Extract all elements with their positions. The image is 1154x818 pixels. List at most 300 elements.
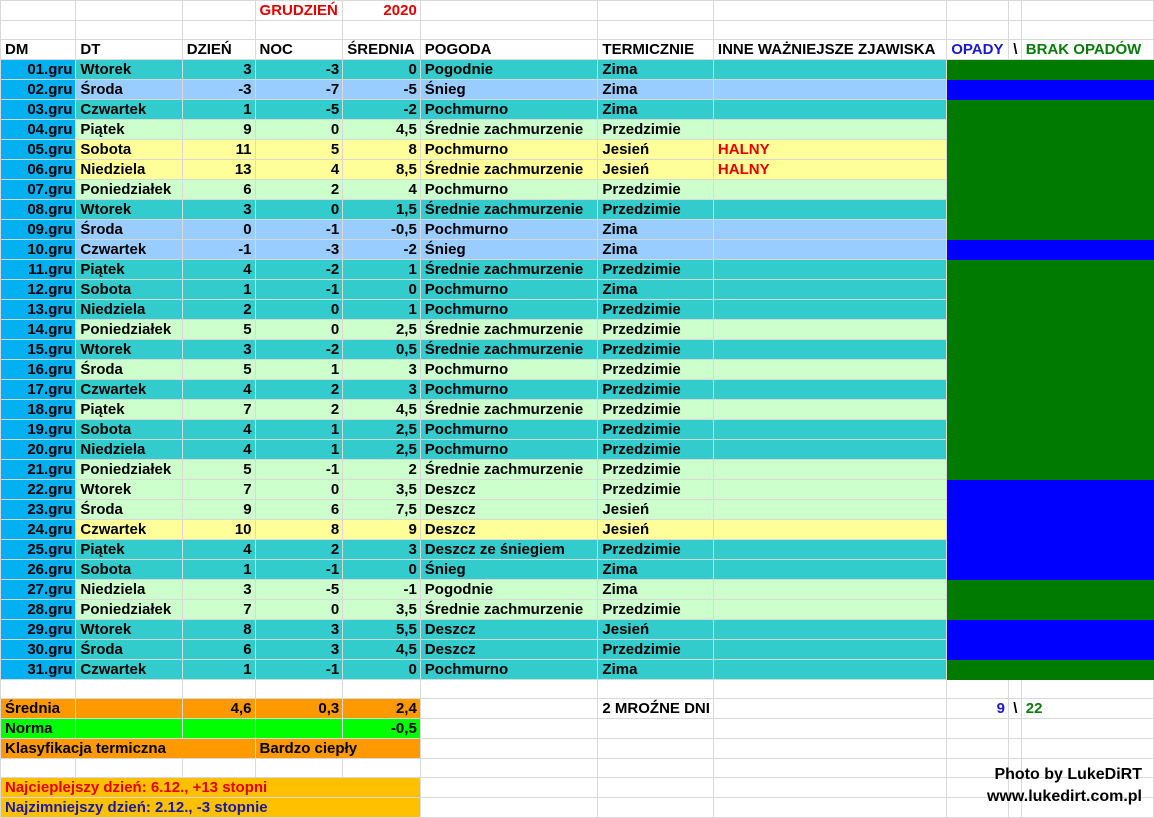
cell-night-temp[interactable]: 1 — [255, 440, 343, 460]
cell-day-temp[interactable]: 7 — [182, 600, 255, 620]
precip-indicator[interactable] — [1008, 380, 1021, 400]
cell-mean-temp[interactable]: 7,5 — [343, 500, 421, 520]
cell-mean-temp[interactable]: 0,5 — [343, 340, 421, 360]
cell-event[interactable] — [713, 200, 946, 220]
cell-date[interactable]: 16.gru — [1, 360, 76, 380]
cell-date[interactable]: 21.gru — [1, 460, 76, 480]
class-label[interactable]: Klasyfikacja termiczna — [1, 739, 256, 759]
cell-event[interactable] — [713, 440, 946, 460]
cell[interactable] — [598, 798, 714, 818]
cell-day-temp[interactable]: 6 — [182, 640, 255, 660]
col-header-dzien[interactable]: DZIEŃ — [182, 40, 255, 60]
cell[interactable] — [947, 739, 1009, 759]
precip-indicator[interactable] — [1008, 120, 1021, 140]
cell-night-temp[interactable]: -2 — [255, 260, 343, 280]
precip-indicator[interactable] — [1008, 260, 1021, 280]
precip-indicator[interactable] — [1008, 660, 1021, 680]
cell-weekday[interactable]: Czwartek — [76, 520, 182, 540]
precip-indicator[interactable] — [1021, 280, 1153, 300]
cell-weather[interactable]: Pochmurno — [420, 280, 598, 300]
cell[interactable] — [255, 759, 343, 778]
precip-indicator[interactable] — [1021, 600, 1153, 620]
cell-day-temp[interactable]: 7 — [182, 400, 255, 420]
cell-weather[interactable]: Średnie zachmurzenie — [420, 460, 598, 480]
cell-night-temp[interactable]: 0 — [255, 480, 343, 500]
cell-weekday[interactable]: Środa — [76, 360, 182, 380]
cell-date[interactable]: 13.gru — [1, 300, 76, 320]
cell[interactable] — [76, 1, 182, 21]
precip-indicator[interactable] — [947, 460, 1009, 480]
cell-mean-temp[interactable]: 4,5 — [343, 640, 421, 660]
cell-weekday[interactable]: Środa — [76, 640, 182, 660]
cell-day-temp[interactable]: 10 — [182, 520, 255, 540]
cell-mean-temp[interactable]: -5 — [343, 80, 421, 100]
cell-weekday[interactable]: Poniedziałek — [76, 180, 182, 200]
cell-weather[interactable]: Deszcz — [420, 480, 598, 500]
cell[interactable] — [1008, 719, 1021, 739]
precip-indicator[interactable] — [947, 580, 1009, 600]
avg-label[interactable]: Średnia — [1, 699, 76, 719]
cell-mean-temp[interactable]: -1 — [343, 580, 421, 600]
cell-day-temp[interactable]: -3 — [182, 80, 255, 100]
cell[interactable] — [598, 1, 714, 21]
cell-date[interactable]: 11.gru — [1, 260, 76, 280]
cell-event[interactable] — [713, 660, 946, 680]
cell-event[interactable] — [713, 60, 946, 80]
cell[interactable] — [343, 680, 421, 699]
precip-indicator[interactable] — [1008, 640, 1021, 660]
cell-date[interactable]: 24.gru — [1, 520, 76, 540]
cell-event[interactable] — [713, 300, 946, 320]
precip-indicator[interactable] — [1021, 640, 1153, 660]
precip-indicator[interactable] — [1021, 180, 1153, 200]
cell-date[interactable]: 07.gru — [1, 180, 76, 200]
cell-date[interactable]: 28.gru — [1, 600, 76, 620]
cell-thermal[interactable]: Przedzimie — [598, 340, 714, 360]
cell-night-temp[interactable]: -5 — [255, 100, 343, 120]
cell-mean-temp[interactable]: 4 — [343, 180, 421, 200]
cell-day-temp[interactable]: 5 — [182, 460, 255, 480]
cell-date[interactable]: 03.gru — [1, 100, 76, 120]
cell[interactable] — [420, 21, 598, 40]
year-title[interactable]: 2020 — [343, 1, 421, 21]
precip-indicator[interactable] — [1021, 120, 1153, 140]
cell[interactable] — [76, 719, 182, 739]
cell-night-temp[interactable]: 5 — [255, 140, 343, 160]
cell-mean-temp[interactable]: 0 — [343, 60, 421, 80]
cell-thermal[interactable]: Przedzimie — [598, 360, 714, 380]
count-sep[interactable]: \ — [1008, 699, 1021, 719]
cell[interactable] — [343, 759, 421, 778]
precip-indicator[interactable] — [1008, 220, 1021, 240]
cell[interactable] — [255, 719, 343, 739]
precip-indicator[interactable] — [1021, 140, 1153, 160]
precip-indicator[interactable] — [947, 100, 1009, 120]
cell[interactable] — [76, 699, 182, 719]
cell[interactable] — [182, 21, 255, 40]
cell-weekday[interactable]: Czwartek — [76, 240, 182, 260]
precip-indicator[interactable] — [947, 160, 1009, 180]
precip-indicator[interactable] — [1008, 180, 1021, 200]
cell[interactable] — [1, 21, 76, 40]
cell-event[interactable] — [713, 460, 946, 480]
cell-thermal[interactable]: Przedzimie — [598, 380, 714, 400]
cell[interactable] — [713, 778, 946, 798]
cell-mean-temp[interactable]: 2,5 — [343, 320, 421, 340]
cell-night-temp[interactable]: 2 — [255, 380, 343, 400]
precip-indicator[interactable] — [947, 520, 1009, 540]
cell-weekday[interactable]: Czwartek — [76, 380, 182, 400]
cell-weather[interactable]: Deszcz — [420, 620, 598, 640]
norm-label[interactable]: Norma — [1, 719, 76, 739]
cell-day-temp[interactable]: 4 — [182, 380, 255, 400]
precip-indicator[interactable] — [1008, 460, 1021, 480]
precip-indicator[interactable] — [947, 420, 1009, 440]
cell-night-temp[interactable]: -5 — [255, 580, 343, 600]
col-header-dt[interactable]: DT — [76, 40, 182, 60]
precip-indicator[interactable] — [1008, 420, 1021, 440]
precip-indicator[interactable] — [947, 80, 1009, 100]
precip-indicator[interactable] — [1021, 200, 1153, 220]
cell[interactable] — [1008, 21, 1021, 40]
precip-indicator[interactable] — [947, 380, 1009, 400]
cell-mean-temp[interactable]: 5,5 — [343, 620, 421, 640]
cell[interactable] — [947, 719, 1009, 739]
precip-indicator[interactable] — [947, 200, 1009, 220]
cell-event[interactable] — [713, 340, 946, 360]
cell-weather[interactable]: Śnieg — [420, 560, 598, 580]
precip-indicator[interactable] — [947, 320, 1009, 340]
cell-thermal[interactable]: Jesień — [598, 620, 714, 640]
cell[interactable] — [182, 680, 255, 699]
cell[interactable] — [420, 759, 598, 778]
cell[interactable] — [713, 1, 946, 21]
cell-day-temp[interactable]: 1 — [182, 280, 255, 300]
col-header-inne[interactable]: INNE WAŻNIEJSZE ZJAWISKA — [713, 40, 946, 60]
cell-thermal[interactable]: Przedzimie — [598, 120, 714, 140]
cell-weekday[interactable]: Niedziela — [76, 440, 182, 460]
cell-date[interactable]: 15.gru — [1, 340, 76, 360]
cell-thermal[interactable]: Jesień — [598, 140, 714, 160]
cell-day-temp[interactable]: 3 — [182, 580, 255, 600]
cell-weather[interactable]: Śnieg — [420, 80, 598, 100]
cell-night-temp[interactable]: 2 — [255, 400, 343, 420]
cell[interactable] — [1021, 21, 1153, 40]
cell-night-temp[interactable]: 2 — [255, 180, 343, 200]
precip-indicator[interactable] — [947, 600, 1009, 620]
cell-thermal[interactable]: Zima — [598, 220, 714, 240]
precip-indicator[interactable] — [1008, 400, 1021, 420]
cell[interactable] — [1021, 739, 1153, 759]
precip-indicator[interactable] — [947, 180, 1009, 200]
precip-indicator[interactable] — [1021, 380, 1153, 400]
cell-date[interactable]: 08.gru — [1, 200, 76, 220]
cell-mean-temp[interactable]: 9 — [343, 520, 421, 540]
cell[interactable] — [947, 680, 1009, 699]
precip-indicator[interactable] — [1021, 240, 1153, 260]
cell-thermal[interactable]: Jesień — [598, 500, 714, 520]
cell-day-temp[interactable]: 0 — [182, 220, 255, 240]
cell-weekday[interactable]: Piątek — [76, 120, 182, 140]
cell-event[interactable] — [713, 280, 946, 300]
cell-event[interactable] — [713, 260, 946, 280]
avg-night[interactable]: 0,3 — [255, 699, 343, 719]
cell-weekday[interactable]: Poniedziałek — [76, 320, 182, 340]
avg-mean[interactable]: 2,4 — [343, 699, 421, 719]
cell-date[interactable]: 09.gru — [1, 220, 76, 240]
cell-day-temp[interactable]: 13 — [182, 160, 255, 180]
cell[interactable] — [713, 719, 946, 739]
cell-weather[interactable]: Średnie zachmurzenie — [420, 120, 598, 140]
cell-weekday[interactable]: Piątek — [76, 540, 182, 560]
cell-mean-temp[interactable]: 4,5 — [343, 120, 421, 140]
cell-mean-temp[interactable]: 2,5 — [343, 440, 421, 460]
precip-indicator[interactable] — [947, 140, 1009, 160]
cell[interactable] — [1, 759, 76, 778]
cell-date[interactable]: 01.gru — [1, 60, 76, 80]
cell-weather[interactable]: Średnie zachmurzenie — [420, 400, 598, 420]
precip-indicator[interactable] — [1021, 440, 1153, 460]
precip-indicator[interactable] — [1021, 540, 1153, 560]
cell-date[interactable]: 25.gru — [1, 540, 76, 560]
precip-indicator[interactable] — [1021, 660, 1153, 680]
cell-weekday[interactable]: Wtorek — [76, 200, 182, 220]
class-value[interactable]: Bardzo ciepły — [255, 739, 420, 759]
cell-day-temp[interactable]: 3 — [182, 60, 255, 80]
cell[interactable] — [598, 778, 714, 798]
cell-weather[interactable]: Pochmurno — [420, 100, 598, 120]
cell-event[interactable] — [713, 380, 946, 400]
precip-indicator[interactable] — [1021, 500, 1153, 520]
precip-indicator[interactable] — [1021, 340, 1153, 360]
cell-mean-temp[interactable]: -2 — [343, 100, 421, 120]
precip-indicator[interactable] — [1021, 420, 1153, 440]
cell-day-temp[interactable]: 1 — [182, 660, 255, 680]
cell-night-temp[interactable]: -3 — [255, 240, 343, 260]
cell[interactable] — [420, 1, 598, 21]
cell-thermal[interactable]: Zima — [598, 280, 714, 300]
cell[interactable] — [76, 680, 182, 699]
cell-date[interactable]: 06.gru — [1, 160, 76, 180]
cell-thermal[interactable]: Przedzimie — [598, 460, 714, 480]
cell-mean-temp[interactable]: 2 — [343, 460, 421, 480]
cell-weather[interactable]: Deszcz — [420, 500, 598, 520]
cell-mean-temp[interactable]: 2,5 — [343, 420, 421, 440]
cell-night-temp[interactable]: 6 — [255, 500, 343, 520]
cell-weather[interactable]: Deszcz — [420, 640, 598, 660]
cell-event[interactable] — [713, 320, 946, 340]
cell-night-temp[interactable]: -3 — [255, 60, 343, 80]
precip-indicator[interactable] — [1021, 460, 1153, 480]
cell-weather[interactable]: Średnie zachmurzenie — [420, 260, 598, 280]
cell-thermal[interactable]: Zima — [598, 240, 714, 260]
precip-indicator[interactable] — [1008, 80, 1021, 100]
cell[interactable] — [1008, 1, 1021, 21]
col-header-sep[interactable]: \ — [1008, 40, 1021, 60]
cell-mean-temp[interactable]: 1 — [343, 300, 421, 320]
cell-mean-temp[interactable]: 3 — [343, 360, 421, 380]
cell-night-temp[interactable]: 0 — [255, 300, 343, 320]
cell[interactable] — [713, 739, 946, 759]
cell-day-temp[interactable]: 4 — [182, 440, 255, 460]
precip-indicator[interactable] — [947, 300, 1009, 320]
precip-indicator[interactable] — [1021, 260, 1153, 280]
cell-mean-temp[interactable]: 3 — [343, 540, 421, 560]
cell-day-temp[interactable]: 9 — [182, 120, 255, 140]
cell-mean-temp[interactable]: 3 — [343, 380, 421, 400]
cell-event[interactable] — [713, 220, 946, 240]
col-header-pogoda[interactable]: POGODA — [420, 40, 598, 60]
cell-weather[interactable]: Pogodnie — [420, 60, 598, 80]
cell-weekday[interactable]: Niedziela — [76, 580, 182, 600]
precip-indicator[interactable] — [1021, 360, 1153, 380]
cell-weather[interactable]: Pochmurno — [420, 360, 598, 380]
cell-night-temp[interactable]: -1 — [255, 560, 343, 580]
cell-date[interactable]: 29.gru — [1, 620, 76, 640]
cell[interactable] — [713, 21, 946, 40]
cell-date[interactable]: 18.gru — [1, 400, 76, 420]
cell-date[interactable]: 20.gru — [1, 440, 76, 460]
cell-date[interactable]: 19.gru — [1, 420, 76, 440]
precip-indicator[interactable] — [947, 660, 1009, 680]
cell-date[interactable]: 17.gru — [1, 380, 76, 400]
cell[interactable] — [1008, 680, 1021, 699]
precip-indicator[interactable] — [1008, 540, 1021, 560]
cell[interactable] — [1, 1, 76, 21]
cell-night-temp[interactable]: 2 — [255, 540, 343, 560]
cell[interactable] — [713, 699, 946, 719]
cell[interactable] — [598, 719, 714, 739]
cell-day-temp[interactable]: 4 — [182, 420, 255, 440]
cell[interactable] — [182, 1, 255, 21]
cell-night-temp[interactable]: -2 — [255, 340, 343, 360]
cell-mean-temp[interactable]: 0 — [343, 660, 421, 680]
cell-night-temp[interactable]: 0 — [255, 320, 343, 340]
cell-thermal[interactable]: Zima — [598, 100, 714, 120]
cell-thermal[interactable]: Przedzimie — [598, 180, 714, 200]
cell-weekday[interactable]: Sobota — [76, 140, 182, 160]
precip-indicator[interactable] — [947, 220, 1009, 240]
cell-weather[interactable]: Pochmurno — [420, 140, 598, 160]
cell[interactable] — [420, 680, 598, 699]
precip-indicator[interactable] — [947, 60, 1009, 80]
cell[interactable] — [598, 759, 714, 778]
cell-weekday[interactable]: Niedziela — [76, 300, 182, 320]
cell-event[interactable]: HALNY — [713, 160, 946, 180]
cell[interactable] — [182, 719, 255, 739]
cell-day-temp[interactable]: 3 — [182, 340, 255, 360]
precip-indicator[interactable] — [947, 260, 1009, 280]
cell-day-temp[interactable]: 5 — [182, 360, 255, 380]
cell-weekday[interactable]: Wtorek — [76, 340, 182, 360]
cell-weekday[interactable]: Poniedziałek — [76, 460, 182, 480]
cell-weekday[interactable]: Środa — [76, 220, 182, 240]
cell-weather[interactable]: Pochmurno — [420, 380, 598, 400]
cell-thermal[interactable]: Przedzimie — [598, 200, 714, 220]
cell-mean-temp[interactable]: 3,5 — [343, 600, 421, 620]
cell-day-temp[interactable]: 2 — [182, 300, 255, 320]
cell[interactable] — [420, 798, 598, 818]
cell[interactable] — [598, 739, 714, 759]
precip-indicator[interactable] — [1021, 220, 1153, 240]
cell-night-temp[interactable]: -1 — [255, 660, 343, 680]
cell-weekday[interactable]: Czwartek — [76, 660, 182, 680]
cell-event[interactable] — [713, 520, 946, 540]
cell-day-temp[interactable]: -1 — [182, 240, 255, 260]
col-header-brak[interactable]: BRAK OPADÓW — [1021, 40, 1153, 60]
cell-day-temp[interactable]: 1 — [182, 100, 255, 120]
cell-thermal[interactable]: Przedzimie — [598, 480, 714, 500]
cell-thermal[interactable]: Przedzimie — [598, 400, 714, 420]
precip-indicator[interactable] — [1008, 620, 1021, 640]
precip-indicator[interactable] — [1008, 300, 1021, 320]
cell-date[interactable]: 05.gru — [1, 140, 76, 160]
cell-night-temp[interactable]: 3 — [255, 620, 343, 640]
col-header-termicznie[interactable]: TERMICZNIE — [598, 40, 714, 60]
cell-night-temp[interactable]: 0 — [255, 600, 343, 620]
cell-weather[interactable]: Średnie zachmurzenie — [420, 160, 598, 180]
cell-mean-temp[interactable]: 1 — [343, 260, 421, 280]
cell-thermal[interactable]: Przedzimie — [598, 540, 714, 560]
precip-indicator[interactable] — [947, 360, 1009, 380]
cell[interactable] — [598, 21, 714, 40]
precip-indicator[interactable] — [1008, 480, 1021, 500]
cell-event[interactable] — [713, 120, 946, 140]
col-header-dm[interactable]: DM — [1, 40, 76, 60]
cell-date[interactable]: 30.gru — [1, 640, 76, 660]
precip-days-count[interactable]: 9 — [947, 699, 1009, 719]
cell-weekday[interactable]: Sobota — [76, 420, 182, 440]
cell-night-temp[interactable]: -1 — [255, 220, 343, 240]
cell-day-temp[interactable]: 3 — [182, 200, 255, 220]
cell-thermal[interactable]: Przedzimie — [598, 440, 714, 460]
cell[interactable] — [1021, 719, 1153, 739]
cell-mean-temp[interactable]: 0 — [343, 560, 421, 580]
cell-thermal[interactable]: Przedzimie — [598, 420, 714, 440]
cell-night-temp[interactable]: 0 — [255, 120, 343, 140]
cell-event[interactable] — [713, 100, 946, 120]
precip-indicator[interactable] — [1008, 140, 1021, 160]
cell-event[interactable] — [713, 540, 946, 560]
cell-date[interactable]: 22.gru — [1, 480, 76, 500]
frost-days[interactable]: 2 MROŹNE DNI — [598, 699, 714, 719]
precip-indicator[interactable] — [1008, 60, 1021, 80]
precip-indicator[interactable] — [1008, 200, 1021, 220]
cell-mean-temp[interactable]: 8,5 — [343, 160, 421, 180]
precip-indicator[interactable] — [947, 620, 1009, 640]
precip-indicator[interactable] — [1021, 60, 1153, 80]
cell-date[interactable]: 02.gru — [1, 80, 76, 100]
precip-indicator[interactable] — [1008, 280, 1021, 300]
cell[interactable] — [947, 21, 1009, 40]
cell[interactable] — [182, 759, 255, 778]
cell-weekday[interactable]: Sobota — [76, 560, 182, 580]
cell-weather[interactable]: Średnie zachmurzenie — [420, 600, 598, 620]
cell[interactable] — [713, 759, 946, 778]
cell-thermal[interactable]: Jesień — [598, 520, 714, 540]
cell-night-temp[interactable]: 3 — [255, 640, 343, 660]
cell[interactable] — [713, 798, 946, 818]
cell-weekday[interactable]: Wtorek — [76, 480, 182, 500]
cell-thermal[interactable]: Przedzimie — [598, 260, 714, 280]
cell-mean-temp[interactable]: 1,5 — [343, 200, 421, 220]
cell-thermal[interactable]: Zima — [598, 560, 714, 580]
cell-weekday[interactable]: Piątek — [76, 260, 182, 280]
cell-thermal[interactable]: Jesień — [598, 160, 714, 180]
cell-weekday[interactable]: Wtorek — [76, 60, 182, 80]
cell-thermal[interactable]: Zima — [598, 660, 714, 680]
cell[interactable] — [1021, 1, 1153, 21]
